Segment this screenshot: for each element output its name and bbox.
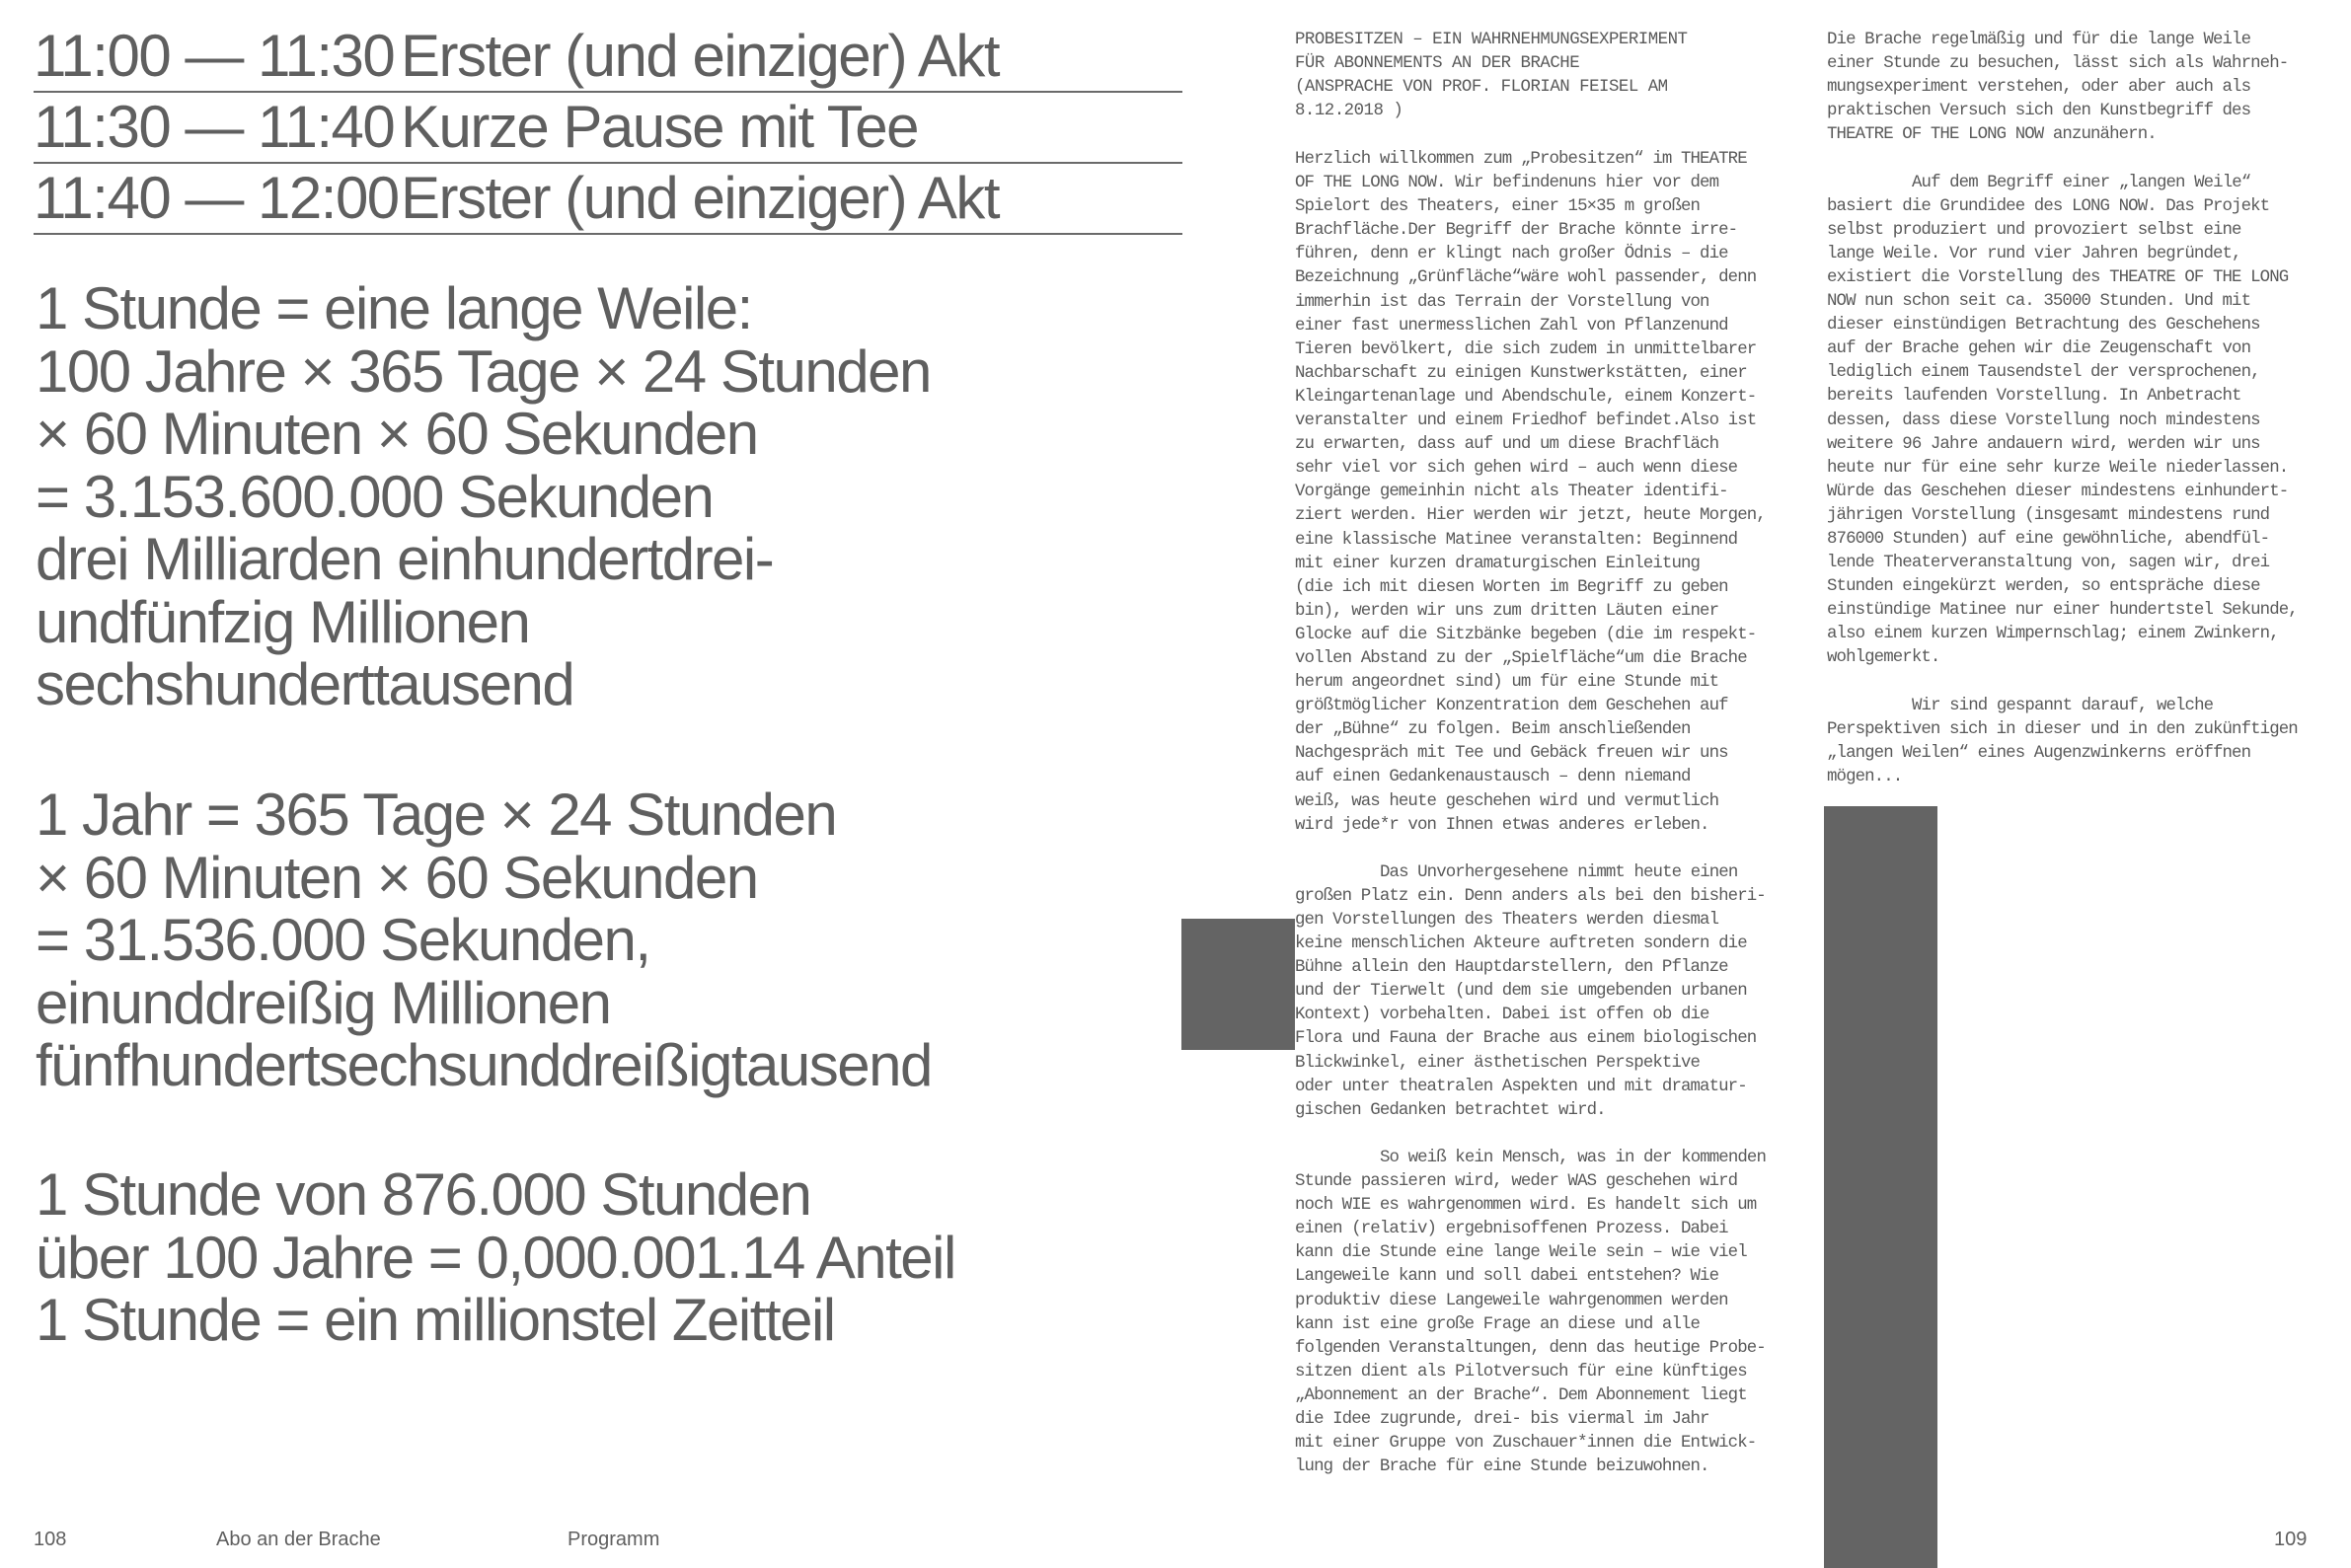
text-line: Kleingartenanlage und Abendschule, einem Konzert- — [1295, 387, 1757, 407]
text-line: kann die Stunde eine lange Weile sein – wie viel — [1295, 1243, 1747, 1263]
text-line: Blickwinkel, einer ästhetischen Perspektive — [1295, 1053, 1701, 1073]
text-line: bin), werden wir uns zum dritten Läuten einer — [1295, 601, 1719, 621]
text-line: einer fast unermesslichen Zahl von Pflanzenund — [1295, 316, 1728, 336]
equation-line: sechshunderttausend — [36, 651, 574, 717]
paragraph-gap — [1827, 147, 2298, 171]
text-line: „langen Weilen“ eines Augenzwinkerns eröffnen — [1827, 743, 2251, 763]
text-line: Herzlich willkommen zum „Probesitzen“ im THEATRE — [1295, 150, 1747, 169]
paragraph — [1295, 148, 1766, 838]
text-line: ziert werden. Hier werden wir jetzt, heute Morgen, — [1295, 506, 1766, 526]
paragraph — [1827, 695, 2298, 789]
text-line: produktiv diese Langeweile wahrgenommen werden — [1295, 1291, 1728, 1310]
text-line: und der Tierwelt (und dem sie umgebenden urbanen — [1295, 982, 1747, 1002]
equation-line: über 100 Jahre = 0,000.001.14 Anteil — [36, 1224, 955, 1291]
text-line: führen, denn er klingt nach großer Ödnis – die — [1295, 245, 1728, 264]
text-line: weitere 96 Jahre andauern wird, werden wir uns — [1827, 434, 2260, 454]
text-line: Wir sind gespannt darauf, welche — [1912, 696, 2214, 715]
equation-block-hour — [36, 277, 1131, 716]
equation-line: 1 Stunde = eine lange Weile: — [36, 275, 752, 341]
text-line: mungsexperiment verstehen, oder aber auch als — [1827, 78, 2251, 98]
text-line: herum angeordnet sind) um für eine Stunde mit — [1295, 673, 1719, 693]
text-line: einen (relativ) ergebnisoffenen Prozess. Dabei — [1295, 1220, 1728, 1239]
text-line: Vorgänge gemeinhin nicht als Theater identifi- — [1295, 483, 1728, 502]
equation-line: × 60 Minuten × 60 Sekunden — [36, 401, 758, 467]
text-line: THEATRE OF THE LONG NOW anzunähern. — [1827, 125, 2157, 145]
text-line: 876000 Stunden) auf eine gewöhnliche, abendfül- — [1827, 529, 2270, 549]
equation-line: × 60 Minuten × 60 Sekunden — [36, 844, 758, 911]
text-line: Die Brache regelmäßig und für die lange Weile — [1827, 31, 2251, 49]
text-line: dessen, dass diese Vorstellung noch mindestens — [1827, 411, 2260, 430]
text-line: größtmöglicher Konzentration dem Geschehen auf — [1295, 697, 1728, 716]
text-line: vollen Abstand zu der „Spielfläche“um die Brache — [1295, 648, 1747, 668]
schedule-time: 11:30 — 11:40 — [34, 94, 395, 160]
text-line: eine klassische Matinee veranstalten: Beginnend — [1295, 530, 1738, 550]
text-line: keine menschlichen Akteure auftreten sondern die — [1295, 934, 1747, 954]
text-line: Nachgespräch mit Tee und Gebäck freuen wir uns — [1295, 744, 1728, 764]
schedule-title: Kurze Pause mit Tee — [401, 94, 919, 160]
equation-line: fünfhundertsechsunddreißigtausend — [36, 1032, 932, 1098]
text-line: mit einer Gruppe von Zuschauer*innen die Entwick- — [1295, 1434, 1757, 1454]
text-line: Perspektiven sich in dieser und in den zukünftigen — [1827, 719, 2298, 739]
column-1 — [1295, 148, 1766, 1479]
text-line: großen Platz ein. Denn anders als bei den bisheri- — [1295, 886, 1766, 906]
text-line: folgenden Veranstaltungen, denn das heutige Probe- — [1295, 1338, 1766, 1358]
equation-line: 100 Jahre × 365 Tage × 24 Stunden — [36, 337, 931, 405]
heading-line: (ANSPRACHE VON PROF. FLORIAN FEISEL AM — [1295, 78, 1668, 98]
text-line: dieser einstündigen Betrachtung des Geschehens — [1827, 316, 2260, 336]
text-line: noch WIE es wahrgenommen wird. Es handelt sich um — [1295, 1196, 1757, 1216]
text-line: oder unter theatralen Aspekten und mit dramatur- — [1295, 1077, 1747, 1096]
text-line: mögen... — [1827, 767, 1903, 786]
text-line: gischen Gedanken betrachtet wird. — [1295, 1100, 1606, 1120]
text-line: „Abonnement an der Brache“. Dem Abonnement liegt — [1295, 1385, 1747, 1405]
schedule-title: Erster (und einziger) Akt — [401, 23, 1000, 89]
text-line: jährigen Vorstellung (insgesamt mindestens rund — [1827, 505, 2270, 525]
equation-block-share — [36, 1163, 1131, 1352]
paragraph-gap — [1827, 671, 2298, 695]
heading-line: FÜR ABONNEMENTS AN DER BRACHE — [1295, 54, 1580, 74]
text-line: heute nur für eine sehr kurze Weile niederlassen. — [1827, 458, 2289, 478]
equation-line: = 3.153.600.000 Sekunden — [36, 463, 714, 530]
paragraph — [1827, 29, 2298, 147]
text-line: Langeweile kann und soll dabei entstehen? Wie — [1295, 1267, 1719, 1287]
text-line: Würde das Geschehen dieser mindestens einhundert- — [1827, 482, 2289, 501]
text-line: einer Stunde zu besuchen, lässt sich als Wahrneh- — [1827, 54, 2289, 74]
paragraph — [1295, 1147, 1766, 1479]
text-line: zu erwarten, dass auf und um diese Brachfläch — [1295, 435, 1719, 455]
text-line: gen Vorstellungen des Theaters werden diesmal — [1295, 911, 1719, 930]
paragraph-gap — [1295, 838, 1766, 861]
text-line: lange Weile. Vor rund vier Jahren begründet, — [1827, 244, 2241, 263]
text-line: Spielort des Theaters, einer 15×35 m großen — [1295, 197, 1701, 217]
equation-line: = 31.536.000 Sekunden, — [36, 907, 650, 973]
text-line: selbst produziert und provoziert selbst eine — [1827, 220, 2241, 240]
text-line: Kontext) vorbehalten. Dabei ist offen ob die — [1295, 1006, 1709, 1025]
text-line: Bezeichnung „Grünfläche“wäre wohl passender, denn — [1295, 268, 1757, 288]
text-line: existiert die Vorstellung des THEATRE OF THE LONG — [1827, 267, 2289, 287]
equation-line: 1 Stunde von 876.000 Stunden — [36, 1161, 811, 1228]
equation-block-year — [36, 784, 1131, 1097]
text-line: mit einer kurzen dramaturgischen Einleitung — [1295, 554, 1701, 573]
text-line: auf einen Gedankenaustausch – denn niemand — [1295, 768, 1691, 787]
text-line: basiert die Grundidee des LONG NOW. Das Projekt — [1827, 196, 2270, 216]
schedule — [34, 22, 1182, 235]
text-line: lung der Brache für eine Stunde beizuwohnen. — [1295, 1457, 1709, 1477]
paragraph — [1827, 172, 2298, 671]
text-line: praktischen Versuch sich den Kunstbegriff des — [1827, 102, 2251, 121]
text-line: Brachfläche.Der Begriff der Brache könnte irre- — [1295, 221, 1738, 241]
equation-line: undfünfzig Millionen — [36, 588, 530, 655]
schedule-row — [34, 164, 1182, 235]
text-line: Das Unvorhergesehene nimmt heute einen — [1380, 862, 1738, 882]
equation-line: einunddreißig Millionen — [36, 969, 611, 1036]
footer-chapter: Programm — [568, 1529, 660, 1550]
page-number-right: 109 — [2274, 1529, 2308, 1550]
page-number-left: 108 — [34, 1529, 67, 1550]
text-line: weiß, was heute geschehen wird und vermutlich — [1295, 791, 1719, 811]
schedule-row — [34, 22, 1182, 93]
gray-block-vertical — [1824, 806, 1937, 1568]
text-line: auf der Brache gehen wir die Zeugenschaft von — [1827, 339, 2251, 359]
schedule-time: 11:00 — 11:30 — [34, 23, 395, 89]
text-line: sitzen dient als Pilotversuch für eine künftiges — [1295, 1362, 1747, 1381]
text-line: So weiß kein Mensch, was in der kommenden — [1380, 1148, 1766, 1167]
text-line: immerhin ist das Terrain der Vorstellung von — [1295, 292, 1709, 312]
text-line: einstündige Matinee nur einer hundertstel Sekunde, — [1827, 601, 2298, 621]
text-line: lediglich einem Tausendstel der versprochenen, — [1827, 363, 2260, 383]
text-line: lende Theaterveranstaltung von, sagen wir, drei — [1827, 554, 2270, 573]
text-line: NOW nun schon seit ca. 35000 Stunden. Und mit — [1827, 292, 2251, 312]
text-line: der „Bühne“ zu folgen. Beim anschließenden — [1295, 720, 1691, 740]
text-line: OF THE LONG NOW. Wir befindenuns hier vor dem — [1295, 174, 1719, 193]
text-line: Bühne allein den Hauptdarstellern, den Pflanze — [1295, 958, 1728, 978]
text-line: bereits laufenden Vorstellung. In Anbetracht — [1827, 387, 2241, 407]
text-line: Glocke auf die Sitzbänke begeben (die im respekt- — [1295, 625, 1757, 644]
text-line: also einem kurzen Wimpernschlag; einem Zwinkern, — [1827, 625, 2279, 644]
schedule-title: Erster (und einziger) Akt — [401, 165, 1000, 231]
equation-line: 1 Jahr = 365 Tage × 24 Stunden — [36, 782, 837, 848]
text-line: sehr viel vor sich gehen wird – auch wenn diese — [1295, 459, 1738, 479]
heading-line: 8.12.2018 ) — [1295, 102, 1403, 121]
footer-section: Abo an der Brache — [216, 1529, 381, 1550]
paragraph-gap — [1295, 1123, 1766, 1147]
text-line: veranstalter und einem Friedhof befindet.Also ist — [1295, 411, 1757, 431]
schedule-row — [34, 93, 1182, 164]
text-line: Flora und Fauna der Brache aus einem biologischen — [1295, 1029, 1757, 1049]
text-line: Stunde passieren wird, weder WAS geschehen wird — [1295, 1172, 1738, 1192]
text-line: Stunden eingekürzt werden, so entspräche diese — [1827, 577, 2260, 597]
article-heading — [1295, 29, 1687, 123]
paragraph — [1295, 861, 1766, 1123]
heading-line: PROBESITZEN – EIN WAHRNEHMUNGSEXPERIMENT — [1295, 31, 1688, 49]
text-line: (die ich mit diesen Worten im Begriff zu geben — [1295, 577, 1728, 597]
right-page — [1176, 0, 2351, 1568]
text-line: Auf dem Begriff einer „langen Weile“ — [1912, 173, 2251, 192]
equation-line: drei Milliarden einhundertdrei- — [36, 526, 774, 592]
text-line: wohlgemerkt. — [1827, 648, 1940, 668]
text-line: Nachbarschaft zu einigen Kunstwerkstätten, einer — [1295, 363, 1747, 383]
schedule-time: 11:40 — 12:00 — [34, 165, 399, 231]
text-line: Tieren bevölkert, die sich zudem in unmittelbarer — [1295, 339, 1757, 359]
text-line: wird jede*r von Ihnen etwas anderes erleben. — [1295, 815, 1709, 835]
text-line: kann ist eine große Frage an diese und alle — [1295, 1314, 1701, 1334]
equation-line: 1 Stunde = ein millionstel Zeitteil — [36, 1287, 835, 1353]
text-line: die Idee zugrunde, drei- bis viermal im Jahr — [1295, 1409, 1709, 1429]
column-2 — [1827, 29, 2298, 789]
